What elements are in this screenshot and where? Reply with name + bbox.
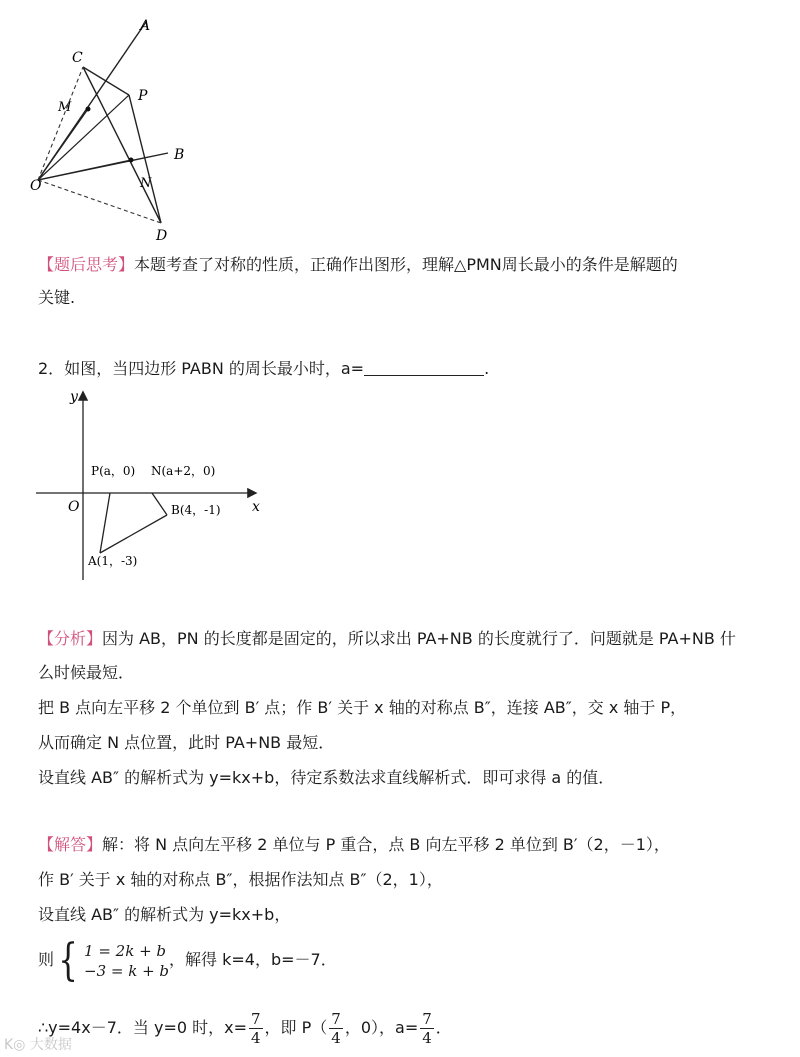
label-M: M [58, 100, 72, 115]
analysis-line-4 [38, 732, 334, 754]
solution-text-5d: ． [435, 1018, 452, 1037]
label-A: A [140, 18, 151, 34]
solution-text-3: 设直线 AB″ 的解析式为 y=kx+b， [38, 905, 291, 924]
figure-2-coordinate-plane [30, 385, 280, 590]
reflection-tag: 【题后思考】 [38, 255, 135, 274]
reflection-line-1 [38, 254, 678, 276]
solution-line-1 [38, 834, 670, 856]
brace-symbol: { [58, 934, 78, 986]
problem-number: 2． [38, 359, 65, 378]
analysis-text-5: 设直线 AB″ 的解析式为 y=kx+b，待定系数法求直线解析式．即可求得 a 的值． [38, 768, 615, 787]
label-P-coord: P(a，0) [91, 464, 136, 478]
reflection-line-2 [38, 287, 75, 309]
label-D: D [156, 228, 168, 244]
segment-ON [38, 160, 131, 180]
label-P: P [138, 88, 148, 104]
point-M [86, 107, 91, 112]
fraction-a-den: 4 [422, 1029, 432, 1047]
segment-PA [100, 493, 110, 553]
point-N [129, 158, 134, 163]
segment-OP [38, 95, 129, 180]
answer-blank[interactable] [364, 359, 484, 376]
equation-system [54, 934, 170, 986]
watermark: K◎ 大数据 [4, 1037, 72, 1053]
solution-tag: 【解答】 [38, 835, 103, 854]
solution-text-4-suffix: ，解得 k=4，b=－7． [169, 950, 337, 969]
y-axis-label: y [70, 389, 78, 405]
problem-text: 如图，当四边形 PABN 的周长最小时，a= [64, 359, 365, 378]
label-N: N [140, 176, 152, 191]
fraction-x-num: 7 [251, 1010, 261, 1028]
origin-label: O [68, 499, 80, 515]
reflection-text-1: 本题考查了对称的性质，正确作出图形，理解△PMN周长最小的条件是解题的 [134, 255, 678, 274]
solution-line-4 [38, 934, 337, 986]
solution-text-1: 解：将 N 点向左平移 2 单位与 P 重合，点 B 向左平移 2 单位到 B′（2，－1）， [102, 835, 670, 854]
fraction-a [420, 1010, 434, 1047]
fraction-p-den: 4 [331, 1029, 341, 1047]
label-B-coord: B(4，-1) [171, 503, 221, 517]
fraction-p [329, 1010, 343, 1047]
figure-1-geometry [28, 10, 208, 245]
fraction-p-num: 7 [331, 1010, 341, 1028]
analysis-tag: 【分析】 [38, 629, 103, 648]
segment-PD [129, 95, 161, 223]
fraction-a-num: 7 [422, 1010, 432, 1028]
solution-text-5a: ∴y=4x－7．当 y=0 时，x= [38, 1018, 247, 1037]
label-B: B [174, 147, 185, 163]
label-N-coord: N(a+2，0) [151, 464, 216, 478]
segment-OM [38, 109, 88, 180]
analysis-text-1: 因为 AB，PN 的长度都是固定的，所以求出 PA+NB 的长度就行了．问题就是 PA+NB 什 [102, 629, 736, 648]
analysis-text-2: 么时候最短． [38, 663, 135, 682]
analysis-line-3 [38, 697, 686, 719]
segment-BN [152, 493, 167, 515]
equation-2: −3 = k + b [84, 961, 170, 980]
fraction-x [249, 1010, 263, 1047]
analysis-line-2 [38, 662, 134, 684]
solution-line-2 [38, 869, 443, 891]
label-A-coord: A(1，-3) [88, 554, 138, 568]
analysis-line-5 [38, 767, 614, 789]
reflection-text-2: 关键. [38, 288, 76, 307]
problem-text-end: . [484, 359, 490, 378]
equation-1: 1 = 2k + b [84, 941, 167, 960]
analysis-text-4: 从而确定 N 点位置，此时 PA+NB 最短． [38, 733, 335, 752]
solution-text-4-prefix: 则 [38, 950, 55, 969]
analysis-line-1 [38, 628, 736, 650]
x-axis-label: x [252, 499, 260, 515]
solution-text-5c: ，0），a= [344, 1018, 419, 1037]
solution-text-5b: ，即 P（ [264, 1018, 328, 1037]
segment-AB [100, 515, 167, 553]
analysis-text-3: 把 B 点向左平移 2 个单位到 B′ 点；作 B′ 关于 x 轴的对称点 B″，连接 AB″，交 x 轴于 P， [38, 698, 687, 717]
label-C: C [72, 50, 83, 66]
solution-text-2: 作 B′ 关于 x 轴的对称点 B″，根据作法知点 B″（2，1）， [38, 870, 443, 889]
fraction-x-den: 4 [251, 1029, 261, 1047]
problem-2-statement [38, 358, 489, 380]
solution-line-3 [38, 904, 290, 926]
solution-line-5 [38, 1008, 452, 1048]
label-O: O [30, 178, 42, 194]
